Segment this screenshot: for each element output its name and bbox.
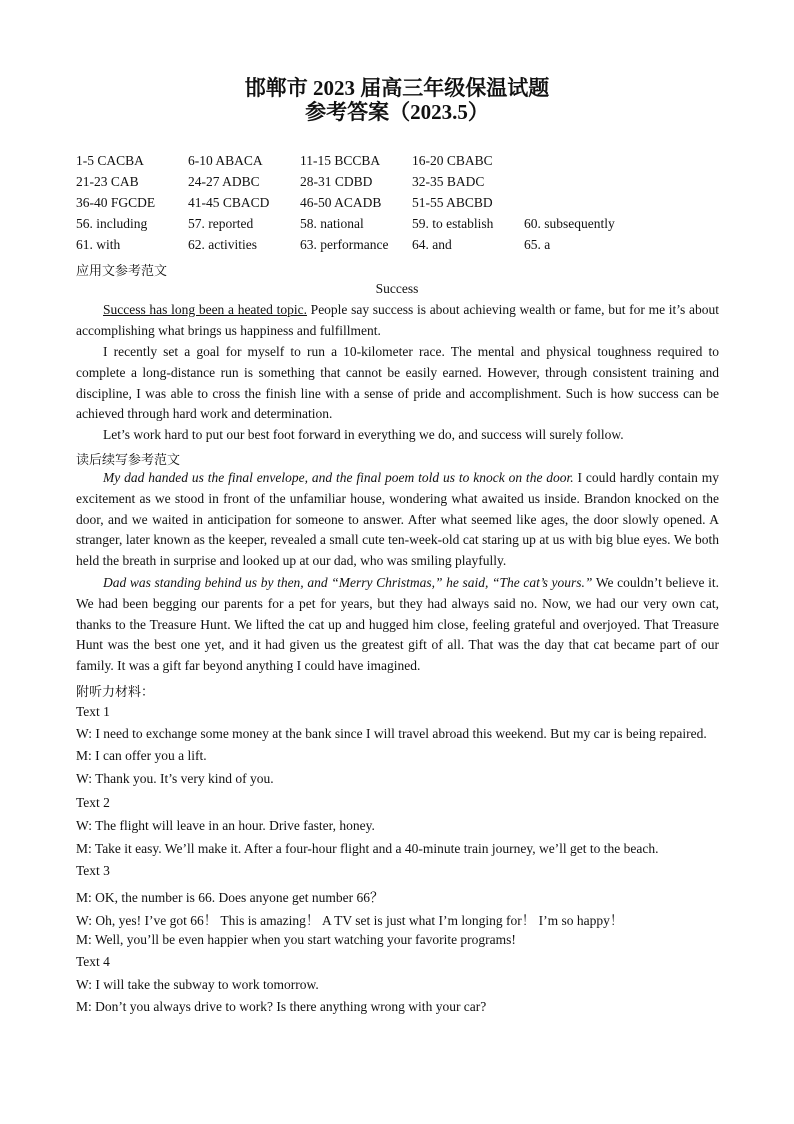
listening-line: W: Thank you. It’s very kind of you.: [76, 771, 274, 786]
story-paragraph: [76, 468, 719, 572]
answer-row: [76, 192, 736, 213]
answer-cell: 32-35 BADC: [412, 174, 485, 189]
listening-line: Text 1: [76, 704, 110, 719]
answer-cell: 62. activities: [188, 237, 257, 252]
listening-line: M: Take it easy. We’ll make it. After a four-hour flight and a 40-minute train journey, we’ll get to the beach.: [76, 841, 659, 856]
answer-cell: 60. subsequently: [524, 216, 615, 231]
essay-paragraph: [76, 300, 719, 342]
answer-cell: 16-20 CBABC: [412, 153, 493, 168]
answer-cell: 59. to establish: [412, 216, 494, 231]
answer-cell: 63. performance: [300, 237, 389, 252]
answer-cell: 41-45 CBACD: [188, 195, 270, 210]
answer-cell: 36-40 FGCDE: [76, 195, 156, 210]
answer-cell: 28-31 CDBD: [300, 174, 373, 189]
story-given-sentence: Dad was standing behind us by then, and “Merry Christmas,” he said, “The cat’s yours.”: [103, 575, 593, 590]
answer-cell: 21-23 CAB: [76, 174, 139, 189]
listening-line: M: Well, you’ll be even happier when you start watching your favorite programs!: [76, 932, 516, 947]
continuation-heading: 读后续写参考范文: [76, 452, 181, 467]
answer-cell: 64. and: [412, 237, 452, 252]
story-paragraph: [76, 573, 719, 677]
listening-line: W: I need to exchange some money at the bank since I will travel abroad this weekend. But my car is being repaired.: [76, 726, 707, 741]
answer-cell: 6-10 ABACA: [188, 153, 263, 168]
story-paragraph-text: I could hardly contain my excitement as we stood in front of the unfamiliar house, wondering what awaited us inside. Brandon knocked on the door, and we waited in anticipation for someone to answer. After what seemed like ages, the door slowly opened. A stranger, later known as the keeper, revealed a small cute ten-week-old cat staring up at us with big blue eyes. We both held the breath in surprise and looked up at our dad, who was smiling playfully.: [76, 470, 719, 569]
listening-line: W: Oh, yes! I’ve got 66！ This is amazing！ A TV set is just what I’m longing for！ I’m so happy！: [76, 913, 624, 928]
answer-row: [76, 150, 736, 171]
essay-topic-sentence: Success has long been a heated topic.: [103, 302, 307, 317]
listening-line: M: Don’t you always drive to work? Is there anything wrong with your car?: [76, 999, 487, 1014]
answer-cell: 65. a: [524, 237, 551, 252]
answer-cell: 1-5 CACBA: [76, 153, 144, 168]
listening-line: M: OK, the number is 66. Does anyone get number 66？: [76, 890, 384, 905]
answer-row: [76, 234, 736, 255]
answer-cell: 11-15 BCCBA: [300, 153, 381, 168]
essay-paragraph: Let’s work hard to put our best foot forward in everything we do, and success will surely follow.: [103, 427, 624, 442]
listening-line: Text 4: [76, 954, 110, 969]
answer-cell: 56. including: [76, 216, 148, 231]
answer-cell: 51-55 ABCBD: [412, 195, 493, 210]
answer-row: [76, 171, 736, 192]
listening-line: W: I will take the subway to work tomorrow.: [76, 977, 319, 992]
answer-cell: 58. national: [300, 216, 364, 231]
listening-heading: 附听力材料：: [76, 684, 155, 699]
answer-cell: 61. with: [76, 237, 121, 252]
page-subtitle: 参考答案（2023.5）: [305, 100, 489, 124]
listening-line: M: I can offer you a lift.: [76, 748, 207, 763]
writing-heading: 应用文参考范文: [76, 263, 168, 278]
answer-cell: 46-50 ACADB: [300, 195, 382, 210]
essay-paragraph: I recently set a goal for myself to run a 10-kilometer race. The mental and physical toughness required to complete a long-distance run is something that cannot be easily earned. However, through consistent training and discipline, I was able to cross the finish line with a sense of pride and accomplishment. Such is how success can be achieved through hard work and determination.: [76, 344, 719, 422]
answer-cell: 24-27 ADBC: [188, 174, 260, 189]
story-given-sentence: My dad handed us the final envelope, and the final poem told us to knock on the door.: [103, 470, 574, 485]
answer-row: [76, 213, 736, 234]
essay-paragraph-text: People say success is about achieving wealth or fame, but for me it’s about accomplishing what brings us happiness and fulfillment.: [76, 302, 719, 338]
listening-line: Text 2: [76, 795, 110, 810]
answer-grid: [76, 150, 736, 255]
story-paragraph-text: We couldn’t believe it. We had been begging our parents for a pet for years, but they had always said no. Now, we had our very own cat, thanks to the Treasure Hunt. We lifted the cat up and hugged him close, feeling grateful and overjoyed. That Treasure Hunt was the best one yet, and it had given us the greatest gift of all. That was the day that cat became part of our family. It was a gift far beyond anything I could have imagined.: [76, 575, 719, 674]
answer-cell: 57. reported: [188, 216, 254, 231]
listening-line: Text 3: [76, 863, 110, 878]
page-title: 邯郸市 2023 届高三年级保温试题: [244, 76, 550, 100]
listening-line: W: The flight will leave in an hour. Drive faster, honey.: [76, 818, 375, 833]
essay-title: Success: [375, 281, 419, 296]
